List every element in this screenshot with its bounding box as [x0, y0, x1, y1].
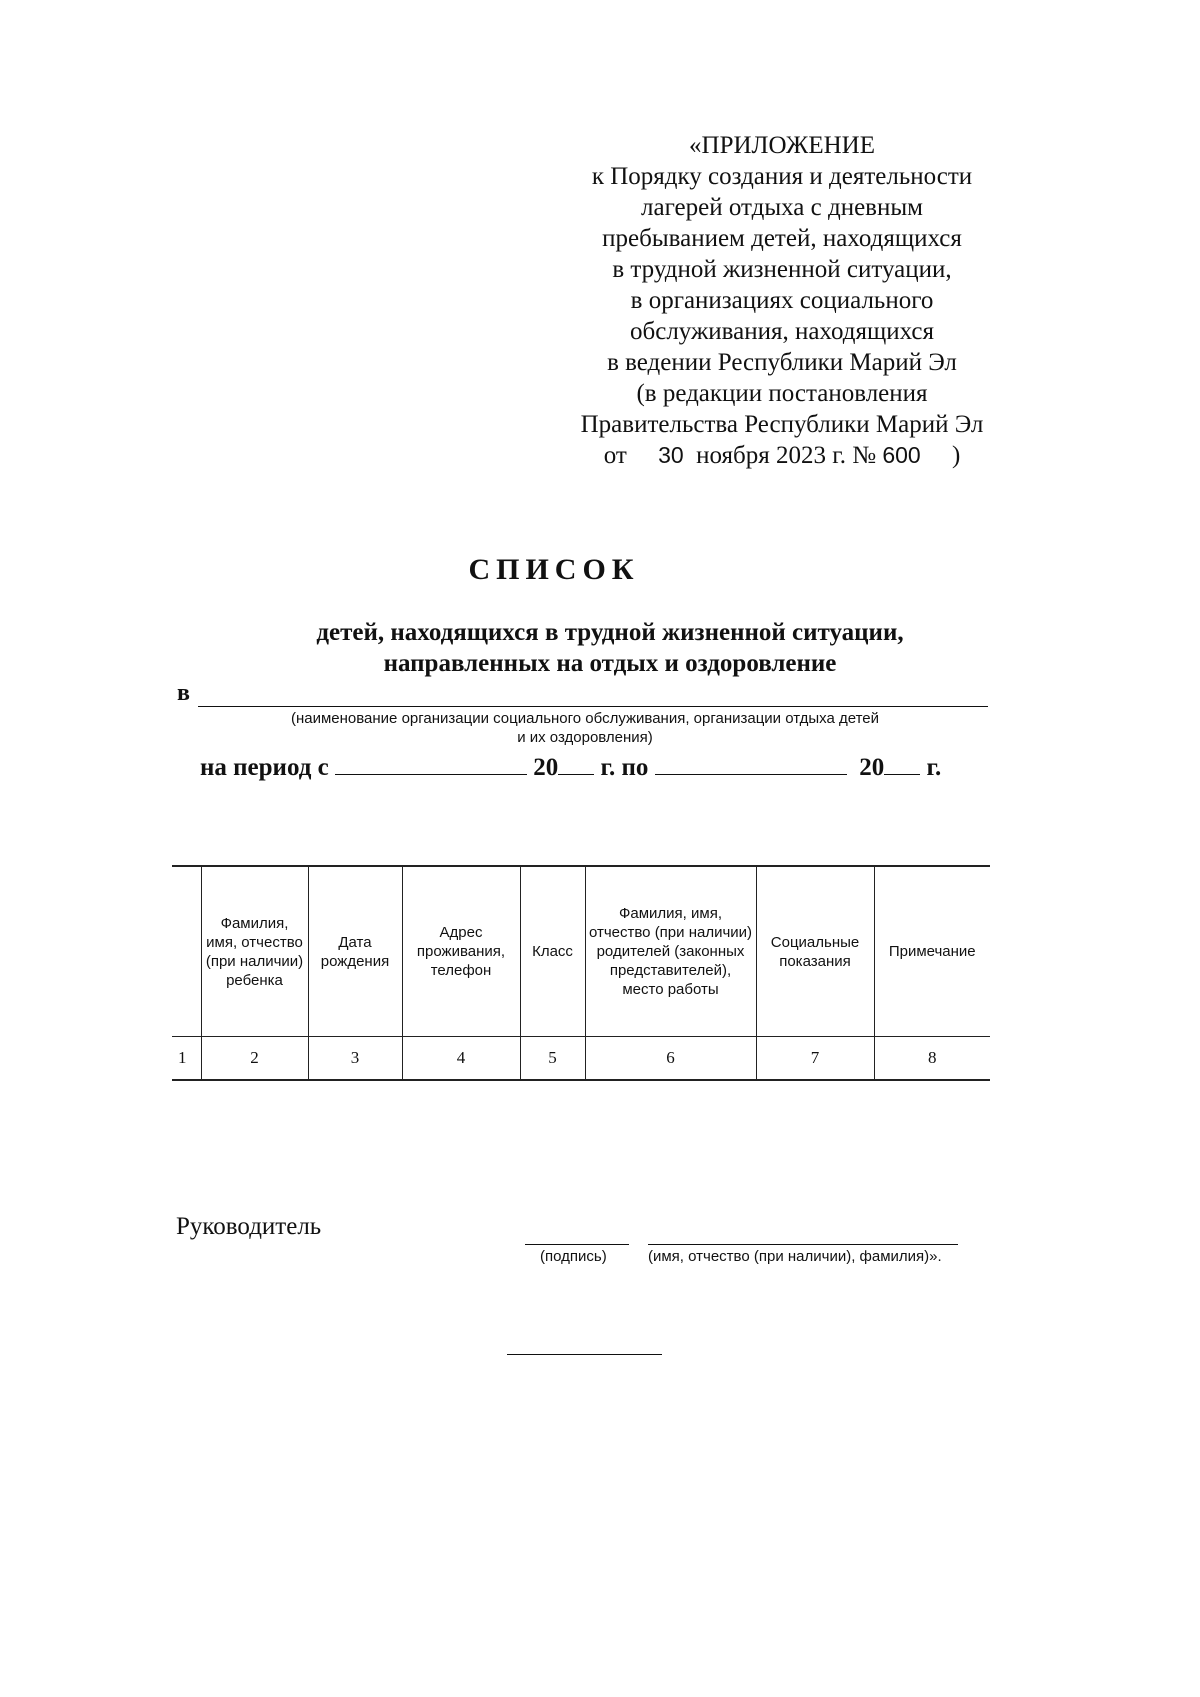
end-divider [507, 1354, 662, 1355]
column-number-cell: 5 [520, 1037, 585, 1081]
appendix-line: Правительства Республики Марий Эл [580, 411, 984, 438]
header-cell-social: Социальные показания [756, 866, 874, 1037]
period-label: на период с [200, 754, 329, 781]
period-line [200, 752, 941, 782]
name-blank[interactable] [648, 1244, 958, 1245]
period-from-suffix: г. по [600, 754, 649, 781]
signature-blank[interactable] [525, 1244, 629, 1245]
header-cell-number [172, 866, 201, 1037]
appendix-block [560, 130, 1004, 471]
document-title: СПИСОК [468, 553, 640, 586]
children-table [172, 865, 990, 1081]
appendix-line: обслуживания, находящихся [630, 318, 934, 345]
org-name-blank[interactable] [198, 706, 988, 707]
appendix-line: (в редакции постановления [636, 380, 928, 407]
column-number-cell: 1 [172, 1037, 201, 1081]
header-cell-parents: Фамилия, имя, отчество (при наличии) родителей (законных представителей), место работы [585, 866, 756, 1037]
org-prefix: в [177, 680, 190, 706]
resolution-number: 600 [882, 442, 921, 468]
appendix-line: к Порядку создания и деятельности [591, 163, 973, 190]
period-year-1: 20 [533, 754, 559, 781]
header-cell-address: Адрес проживания, телефон [402, 866, 520, 1037]
appendix-line: «ПРИЛОЖЕНИЕ [689, 132, 875, 159]
appendix-line: в организациях социального [630, 287, 934, 314]
appendix-line: пребыванием детей, находящихся [602, 225, 962, 252]
header-cell-child-name: Фамилия, имя, отчество (при наличии) ребенка [201, 866, 308, 1037]
period-end: г. [926, 754, 942, 781]
name-caption: (имя, отчество (при наличии), фамилия)». [648, 1248, 942, 1265]
header-cell-birth-date: Дата рождения [308, 866, 402, 1037]
org-caption-line-2: и их оздоровления) [517, 729, 653, 746]
date-day: 30 [658, 442, 684, 468]
column-number-cell: 3 [308, 1037, 402, 1081]
resolution-date-line [560, 440, 1004, 471]
head-label: Руководитель [176, 1213, 322, 1240]
period-start-blank[interactable] [335, 752, 527, 775]
table-row [172, 1037, 990, 1081]
org-caption [200, 709, 970, 747]
appendix-line: лагерей отдыха с дневным [641, 194, 923, 221]
signature-caption: (подпись) [540, 1248, 607, 1265]
header-cell-note: Примечание [874, 866, 990, 1037]
period-year-1-blank[interactable] [558, 752, 594, 775]
appendix-line: в трудной жизненной ситуации, [612, 256, 952, 283]
column-number-cell: 6 [585, 1037, 756, 1081]
column-number-cell: 8 [874, 1037, 990, 1081]
org-caption-line-1: (наименование организации социального обслуживания, организации отдыха детей [290, 710, 880, 727]
date-text: ноября 2023 г. № [696, 442, 877, 469]
column-number-cell: 7 [756, 1037, 874, 1081]
table-header-row [172, 866, 990, 1037]
subtitle-line-1: детей, находящихся в трудной жизненной ситуации, [316, 619, 904, 646]
period-year-2-blank[interactable] [884, 752, 920, 775]
period-year-2: 20 [859, 754, 885, 781]
header-cell-class: Класс [520, 866, 585, 1037]
children-table-wrap [172, 865, 990, 1081]
subtitle-line-2: направленных на отдых и оздоровление [383, 650, 837, 677]
column-number-cell: 2 [201, 1037, 308, 1081]
column-number-cell: 4 [402, 1037, 520, 1081]
date-prefix: от [603, 442, 627, 469]
date-suffix: ) [951, 442, 961, 469]
period-end-blank[interactable] [655, 752, 847, 775]
document-subtitle [290, 617, 930, 679]
appendix-line: в ведении Республики Марий Эл [607, 349, 957, 376]
